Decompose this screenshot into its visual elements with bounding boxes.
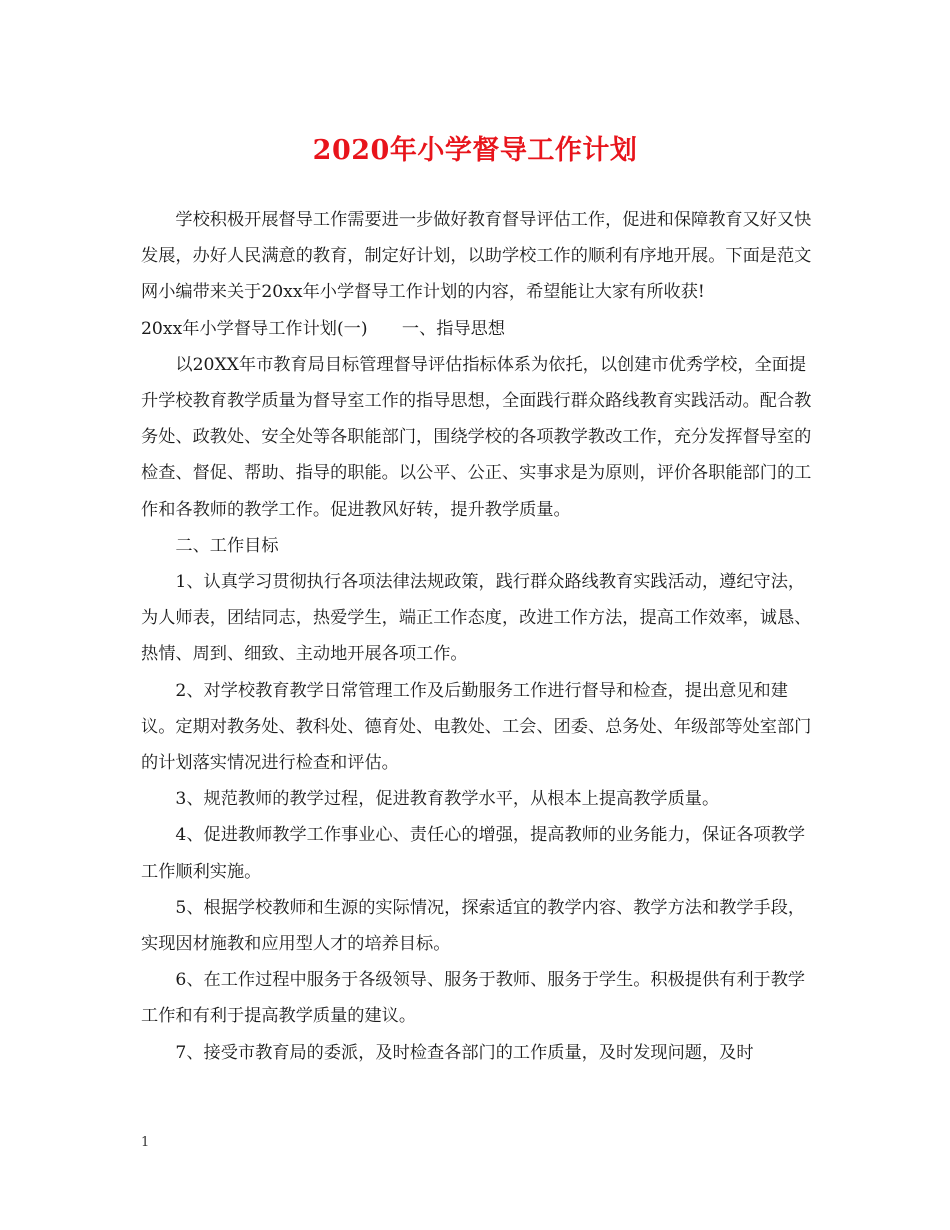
goal-item-1: 1、认真学习贯彻执行各项法律法规政策，践行群众路线教育实践活动，遵纪守法，为人师表，团结同志，热爱学生，端正工作态度，改进工作方法，提高工作效率，诚恳、热情、周到、细致、主动地开展各项工作。 — [141, 572, 812, 665]
page-number: 1 — [141, 1135, 150, 1150]
document-body — [141, 202, 813, 1071]
goal-item-6: 6、在工作过程中服务于各级领导、服务于教师、服务于学生。积极提供有利于教学工作和有利于提高教学质量的建议。 — [141, 970, 806, 1027]
document-title: 2020年小学督导工作计划 — [312, 135, 638, 166]
goal-item-4: 4、促进教师教学工作事业心、责任心的增强，提高教师的业务能力，保证各项教学工作顺利实施。 — [141, 825, 806, 882]
paragraph-guiding-thought: 以20XX年市教育局目标管理督导评估指标体系为依托，以创建市优秀学校，全面提升学校教育教学质量为督导室工作的指导思想，全面践行群众路线教育实践活动。配合教务处、政教处、安全处等各职能部门，围绕学校的各项教学教改工作，充分发挥督导室的检查、督促、帮助、指导的职能。以公平、公正、实事求是为原则，评价各职能部门的工作和各教师的教学工作。促进教风好转，提升教学质量。 — [141, 354, 812, 520]
plan-heading-text: 20xx年小学督导工作计划(一) 一、指导思想 — [141, 318, 506, 339]
goal-item-5: 5、根据学校教师和生源的实际情况，探索适宜的教学内容、教学方法和教学手段，实现因材施教和应用型人才的培养目标。 — [141, 897, 806, 955]
goal-item-7: 7、接受市教育局的委派，及时检查各部门的工作质量，及时发现问题，及时 — [175, 1042, 754, 1063]
intro-paragraph: 学校积极开展督导工作需要进一步做好教育督导评估工作，促进和保障教育又好又快发展，办好人民满意的教育，制定好计划，以助学校工作的顺利有序地开展。下面是范文网小编带来关于20xx年小学督导工作计划的内容，希望能让大家有所收获! — [141, 210, 812, 303]
goal-item-3: 3、规范教师的教学过程，促进教育教学水平，从根本上提高教学质量。 — [175, 789, 720, 810]
goal-item-2: 2、对学校教育教学日常管理工作及后勤服务工作进行督导和检查，提出意见和建议。定期对教务处、教科处、德育处、电教处、工会、团委、总务处、年级部等处室部门的计划落实情况进行检查和评估。 — [141, 680, 812, 774]
section-heading-guiding-thought — [141, 311, 813, 347]
section-heading-work-goals: 二、工作目标 — [175, 535, 279, 556]
